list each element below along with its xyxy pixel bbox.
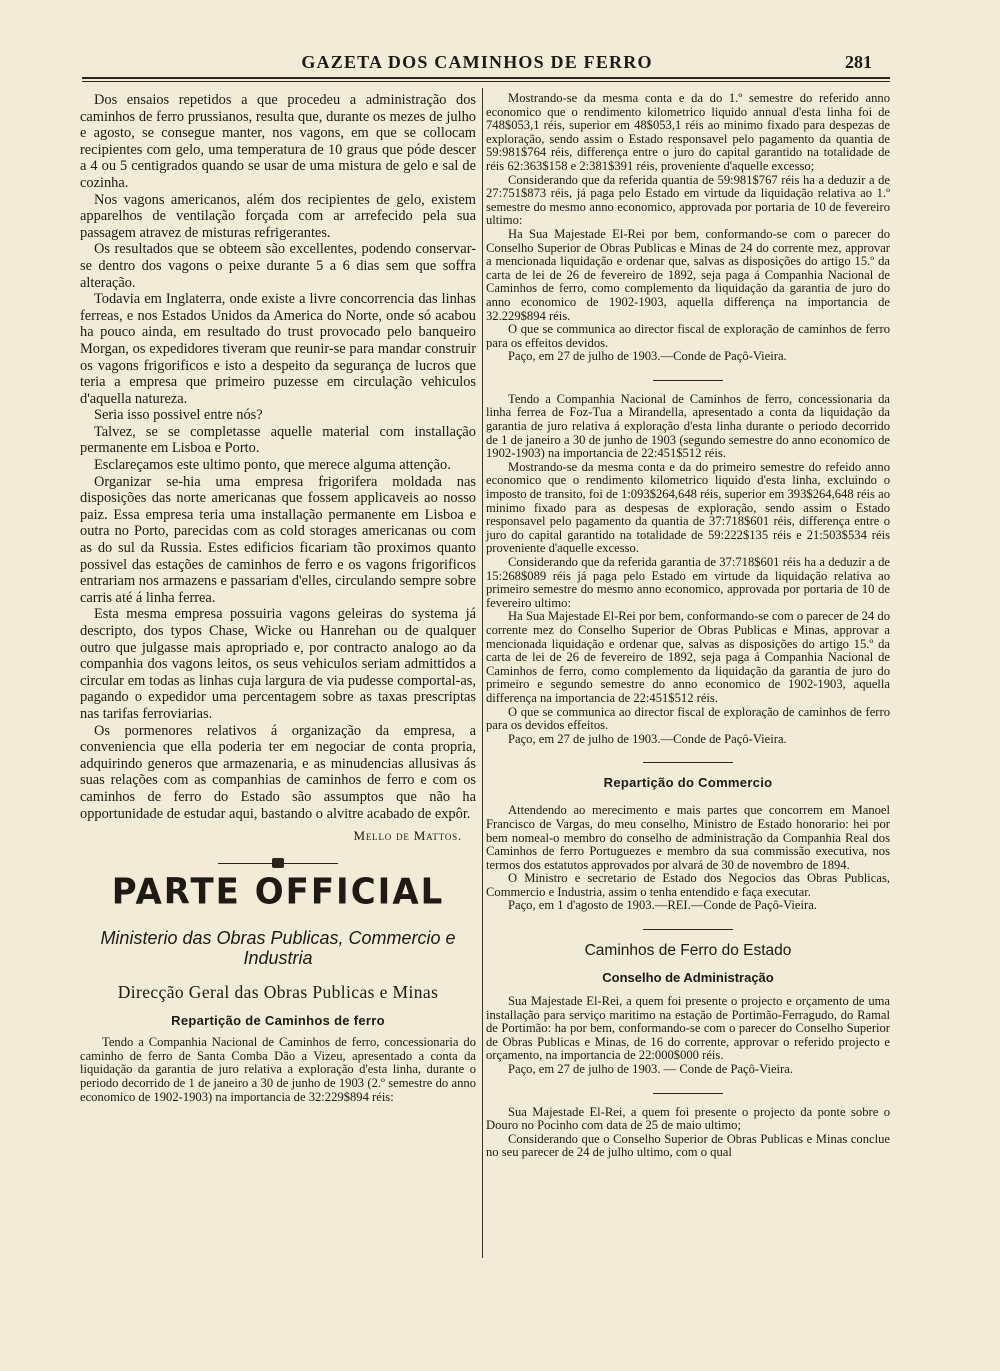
page-number: 281 — [845, 52, 872, 72]
decree-paragraph: Considerando que o Conselho Superior de Obras Publicas e Minas conclue no seu parecer de 24 de julho ultimo, com o qual — [486, 1131, 890, 1160]
decree-paragraph: Ha Sua Majestade El-Rei por bem, conformando-se com o parecer do Conselho Superior de Obras Publicas e Minas de 24 do corrente mez, approvar a mencionada liquidação e ordenar que, salvas as disposições do artigo 15.º da carta de lei de 26 de fevereiro de 1892, seja paga á Companhia Nacional de Caminhos de ferro, como complemento da liquidação da garantia de juro do anno economico de 1902-1903, aquella differença na importancia de 32.229$894 réis. — [486, 226, 890, 323]
decree-paragraph: Considerando que da referida garantia de 37:718$601 réis ha a deduzir a de 15:268$089 réis já paga pelo Estado em virtude da liquidação relativa ao primeiro semestre do mesmo anno economico, approvada por portaria de 10 de fevereiro ultimo: — [486, 555, 890, 610]
decree-paragraph: Ha Sua Majestade El-Rei por bem, conformando-se com o parecer de 24 do corrente mez do Conselho Superior de Obras Publicas e Minas, approvar a mencionada liquidação e ordenar que, salvas as disposições do artigo 15.º da carta de lei de 26 de fevereiro de 1892, seja paga á Companhia Nacional de Caminhos de ferro, como complemento da liquidação da garantia de juro do primeiro e segundo semestre do anno economico de 1902-1903, aquella differença na importancia de 22:451$512 réis. — [486, 609, 890, 705]
decree-paragraph: Considerando que da referida quantia de 59:981$767 réis ha a deduzir a de 27:751$873 réis, já paga pelo Estado em virtude da liquidação relativa ao 1.º semestre do mesmo anno economico, approvada por portaria de 10 de fevereiro ultimo: — [486, 172, 890, 228]
subsection-heading: Repartição de Caminhos de ferro — [171, 1013, 385, 1029]
gazette-title: GAZETA DOS CAMINHOS DE FERRO — [301, 52, 653, 72]
right-column — [486, 92, 890, 1160]
article-paragraph: Os resultados que se obteem são excellentes, podendo conservar-se dentro dos vagons o peixe durante 5 a 6 dias sem que soffra alteração. — [80, 241, 476, 291]
commercio-heading: Repartição do Commercio — [603, 775, 773, 791]
decree-signature: Paço, em 1 d'agosto de 1903.—REI.—Conde de Paçô-Vieira. — [508, 898, 817, 913]
column-divider — [482, 88, 483, 1258]
page-header — [82, 50, 872, 76]
official-paragraph: Tendo a Companhia Nacional de Caminhos de ferro, concessionaria do caminho de ferro de Santa Comba Dão a Vizeu, apresentado a conta da liquidação da garantia de juro relativa a exploração d'esta linha, durante o periodo decorrido de 1 de janeiro a 30 de junho de 1903 (2.º semestre do anno economico de 1902-1903) na importancia de 32:229$894 réis: — [80, 1035, 476, 1104]
estado-subheading: Conselho de Administração — [602, 970, 774, 986]
decree-paragraph: Sua Majestade El-Rei, a quem foi presente o projecto e orçamento de uma installação para serviço maritimo na estação de Portimão-Ferragudo, do Ramal de Portimão: ha por bem, conformando-se com o parecer do Conselho Superior de Obras Publicas e Minas, de 16 do corrente, approvar o referido projecto e orçamento, na importancia de 22:000$000 réis. — [486, 994, 890, 1063]
section-separator — [653, 380, 723, 381]
article-paragraph: Esta mesma empresa possuiria vagons geleiras do systema já descripto, dos typos Chase, Wicke ou Hanrehan ou de qualquer outro que julgasse mais apropriado e, por contracto analogo ao da companhia dos vagons leitos, os seus vehiculos seriam admittidos a circular em todas as linhas cuja largura de via pudesse comportal-as, pagando o expedidor uma percentagem sobre as taxas prescriptas nas tarifas ferroviarias. — [80, 606, 476, 722]
article-paragraph: Organizar se-hia uma empresa frigorifera moldada nas disposições das norte americanas que fossem applicaveis ao nosso paiz. Essa empresa teria uma installação permanente em Lisboa e outra no Porto, parecidas com as cold storages americanas ou com as do sul da Russia. Estes edificios ficariam tão proximos quanto possivel das estações de caminhos de ferro e os vagons frigorificos entrariam nos armazens e passariam d'elles, circulando sempre sobre carris até á linha ferrea. — [80, 473, 476, 606]
ministry-heading: Ministerio das Obras Publicas, Commercio e Industria — [100, 928, 456, 969]
article-paragraph: Seria isso possivel entre nós? — [94, 407, 263, 424]
decree-paragraph: Tendo a Companhia Nacional de Caminhos de ferro, concessionaria da linha ferrea de Foz-Tua a Mirandella, apresentado a conta da liquidação da garantia de juro relativa á exploração d'esta linha durante o periodo decorrido de 1 de janeiro a 30 de junho de 1903 (segundo semestre do anno economico de 1902-1903) na importancia de 22:451$512 réis. — [486, 391, 890, 461]
article-paragraph: Os pormenores relativos á organização da empresa, a conveniencia que ella poderia ter em negociar de conta propria, adquirindo generos que armazenaria, e as minudencias allusivas ás suas relações com as companhias de caminhos de ferro e com os caminhos de ferro do Estado são assumptos que não ha opportunidade de estudar aqui, bastando o alvitre acabado de expôr. — [80, 722, 476, 822]
article-paragraph: Nos vagons americanos, além dos recipientes de gelo, existem apparelhos de ventilação forçada com ar arrefecido pela sua passagem atravez de misturas refrigerantes. — [80, 191, 476, 241]
decree-signature: Paço, em 27 de julho de 1903.—Conde de Paçô-Vieira. — [508, 349, 787, 364]
decree-paragraph: Mostrando-se da mesma conta e da do 1.º semestre do referido anno economico que o rendimento kilometrico liquido annual d'esta linha foi de 748$053,1 réis, superior em 48$053,1 réis ao minimo fixado para despezas de exploração, sendo assim o Estado responsavel pelo pagamento da quantia de 59:981$764 réis, differença entre o juro do capital garantido na totalidade de réis 62:363$158 e 2:381$391 réis, proveniente d'aquelle excesso; — [486, 91, 890, 173]
decree-paragraph: O Ministro e secretario de Estado dos Negocios das Obras Publicas, Commercio e Industria, assim o tenha entendido e faça executar. — [486, 871, 890, 899]
official-section-title: PARTE OFFICIAL — [111, 871, 445, 914]
decree-paragraph: O que se communica ao director fiscal de exploração de caminhos de ferro para os devidos effeitos. — [486, 704, 890, 733]
decree-signature: Paço, em 27 de julho de 1903. — Conde de Paçô-Vieira. — [508, 1062, 793, 1077]
direction-heading: Direcção Geral das Obras Publicas e Minas — [117, 982, 439, 1003]
decree-paragraph: Sua Majestade El-Rei, a quem foi presente o projecto da ponte sobre o Douro no Pocinho com data de 25 de maio ultimo; — [486, 1104, 890, 1133]
section-separator — [643, 762, 733, 763]
article-paragraph: Todavia em Inglaterra, onde existe a livre concorrencia das linhas ferreas, e nos Estados Unidos da America do Norte, onde só acabou ha pouco ainda, em resultado do trust provocado pelo banqueiro Morgan, os expedidores tiveram que reunir-se para mandar construir os vagons frigorificos e isto a despeito da segurança de lucros que teria a empresa que primeiro puzesse em circulação vehiculos d'aquella natureza. — [80, 291, 476, 407]
ornament-divider — [218, 858, 338, 868]
decree-paragraph: O que se communica ao director fiscal de exploração de caminhos de ferro para os effeitos devidos. — [486, 322, 890, 350]
decree-signature: Paço, em 27 de julho de 1903.—Conde de Paçô-Vieira. — [508, 731, 787, 746]
header-rule-thin — [82, 81, 890, 82]
decree-paragraph: Attendendo ao merecimento e mais partes que concorrem em Manoel Francisco de Vargas, do meu conselho, Ministro de Estado honorario: hei por bem nomeal-o membro do conselho de administração da Companhia Real dos Caminhos de ferro Portuguezes e membro da sua commissão executiva, nos termos dos estatutos approvados por alvará de 30 de novembro de 1894. — [486, 803, 890, 872]
article-author: Mello de Mattos. — [353, 828, 462, 844]
article-paragraph: Talvez, se se completasse aquelle material com installação permanente em Lisboa e Porto. — [80, 423, 476, 457]
article-paragraph: Dos ensaios repetidos a que procedeu a administração dos caminhos de ferro prussianos, resulta que, durante os mezes de julho e agosto, se consegue manter, nos vagons, em que se collocam recipientes com gelo, uma temperatura de 10 graus que póde descer a 4 ou 5 centigrados quando se usar de uma mistura de gelo e sal de cozinha. — [80, 92, 476, 191]
estado-heading: Caminhos de Ferro do Estado — [584, 942, 792, 960]
decree-paragraph: Mostrando-se da mesma conta e da do primeiro semestre do refeido anno economico que o rendimento kilometrico liquido d'esta linha, excluindo o imposto de transito, foi de 1:093$264,648 réis, superior em 393$264,648 réis ao minimo fixado para as despesas de exploração, sendo assim o Estado responsavel pelo pagamento da quantia de 37:718$601 réis, differença entre o juro do capital garantido na totalidade de 59:222$135 réis e 21:503$534 réis proveniente d'aquelle excesso. — [486, 459, 890, 556]
left-column — [80, 92, 476, 1104]
section-separator — [653, 1093, 723, 1094]
article-paragraph: Esclareçamos este ultimo ponto, que merece alguma attenção. — [94, 457, 451, 474]
header-rule — [82, 77, 890, 79]
section-separator — [643, 929, 733, 930]
